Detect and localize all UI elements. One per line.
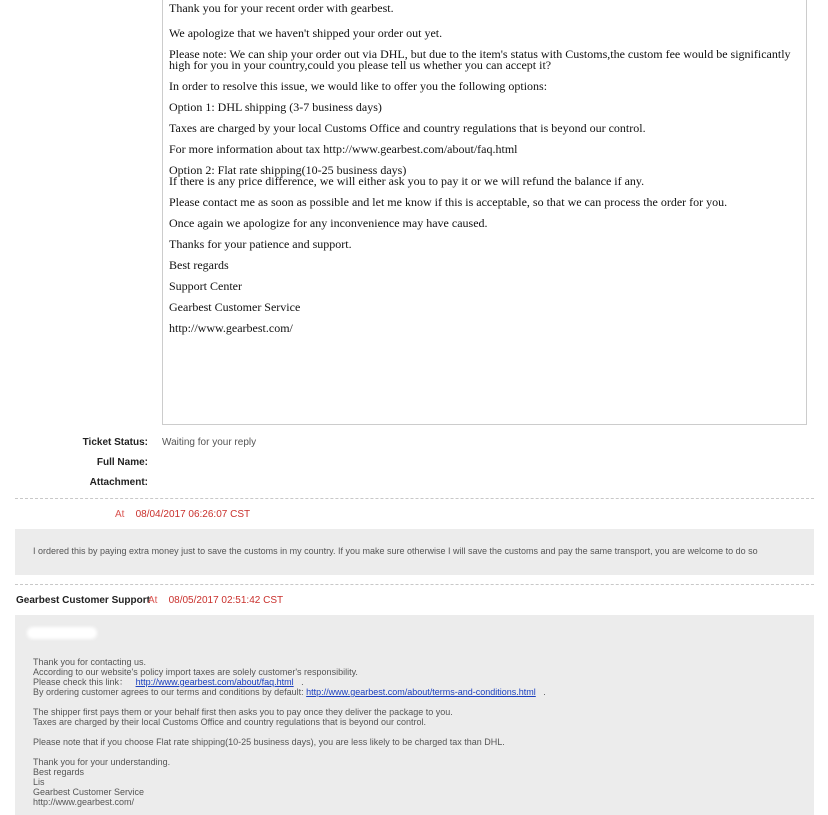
reply-line: http://www.gearbest.com/ <box>33 797 135 807</box>
message-line: Best regards <box>169 258 229 272</box>
reply-at-label: At <box>115 509 125 520</box>
message-line: Thank you for your recent order with gearbest. <box>169 1 394 15</box>
reply-line: Please note that if you choose Flat rate shipping(10-25 business days), you are less likely to be charged tax than DHL. <box>33 737 505 747</box>
message-line: Please note: We can ship your order out via DHL, but due to the item's status with Customs,the custom fee would be significantly high for you in your country,could you please tell us whether you can accept it? <box>169 47 791 72</box>
reply-line: According to our website's policy import taxes are solely customer's responsibility. <box>33 667 358 677</box>
message-line: Thanks for your patience and support. <box>169 237 352 251</box>
reply-body <box>15 615 814 815</box>
reply-line <box>33 677 814 687</box>
ticket-status-label: Ticket Status: <box>82 437 148 448</box>
message-line: For more information about tax http://www.gearbest.com/about/faq.html <box>169 142 518 156</box>
redacted-greeting <box>27 627 97 639</box>
reply-line-text: Please check this link： <box>33 677 129 687</box>
message-line: Option 2: Flat rate shipping(10-25 business days) <box>169 163 407 177</box>
reply-timestamp: 08/05/2017 02:51:42 CST <box>168 595 284 606</box>
reply-timestamp: 08/04/2017 06:26:07 CST <box>135 509 251 520</box>
reply-line: Thank you for contacting us. <box>33 657 147 667</box>
reply-line: Gearbest Customer Service <box>33 787 145 797</box>
message-line: In order to resolve this issue, we would like to offer you the following options: <box>169 79 548 93</box>
redacted-author <box>21 509 91 521</box>
reply-line: Thank you for your understanding. <box>33 757 171 767</box>
reply-line-text: By ordering customer agrees to our terms and conditions by default: <box>33 687 304 697</box>
attachment-label: Attachment: <box>89 477 148 488</box>
reply-body <box>15 529 814 575</box>
message-line: We apologize that we haven't shipped your order out yet. <box>169 26 443 40</box>
reply-text: I ordered this by paying extra money just to save the customs in my country. If you make sure otherwise I will save the customs and pay the same transport, you are welcome to do so <box>33 546 758 556</box>
reply-header <box>15 499 814 529</box>
reply-line: The shipper first pays them or your behalf first then asks you to pay once they deliver the package to you. <box>33 707 453 717</box>
message-line: Taxes are charged by your local Customs Office and country regulations that is beyond our control. <box>169 121 646 135</box>
message-line: http://www.gearbest.com/ <box>169 321 293 335</box>
reply-line: Taxes are charged by their local Customs Office and country regulations that is beyond our control. <box>33 717 427 727</box>
reply-line-text: . <box>301 677 304 687</box>
message-line: Gearbest Customer Service <box>169 300 301 314</box>
reply-at-label: At <box>148 595 158 606</box>
reply-support <box>15 584 814 815</box>
reply-line: Best regards <box>33 767 85 777</box>
message-line: If there is any price difference, we will either ask you to pay it or we will refund the balance if any. <box>169 174 645 188</box>
faq-link[interactable]: http://www.gearbest.com/about/faq.html <box>135 677 294 687</box>
full-name-label: Full Name: <box>96 457 148 468</box>
reply-header <box>15 585 814 615</box>
reply-author: Gearbest Customer Support <box>16 595 150 606</box>
message-line: Support Center <box>169 279 242 293</box>
message-line: Option 1: DHL shipping (3-7 business days) <box>169 100 382 114</box>
ticket-status-value: Waiting for your reply <box>162 437 257 448</box>
reply-line: Lis <box>33 777 45 787</box>
message-content-box <box>162 0 807 425</box>
message-line: Please contact me as soon as possible and let me know if this is acceptable, so that we can process the order for you. <box>169 195 728 209</box>
reply-line <box>33 687 814 697</box>
message-line: Once again we apologize for any inconvenience may have caused. <box>169 216 488 230</box>
terms-link[interactable]: http://www.gearbest.com/about/terms-and-conditions.html <box>306 687 536 697</box>
reply-customer <box>15 498 814 575</box>
reply-line-text: . <box>543 687 546 697</box>
